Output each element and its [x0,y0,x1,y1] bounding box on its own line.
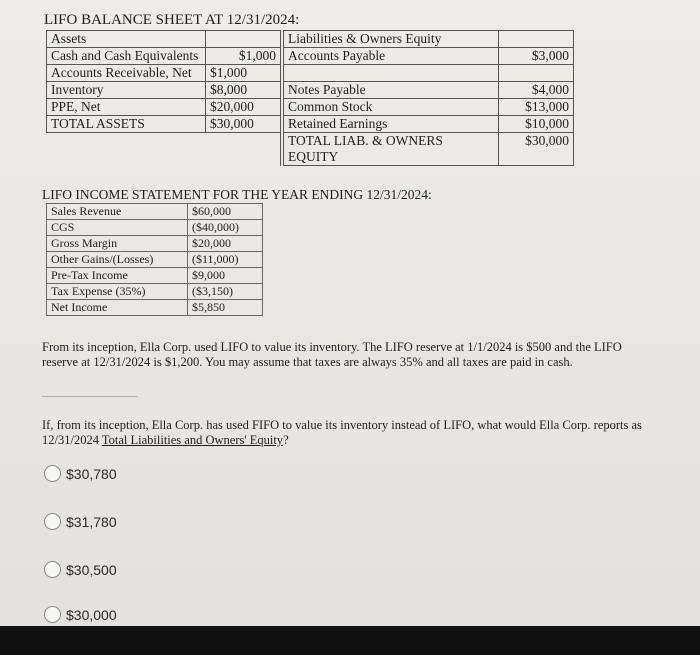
income-value: ($11,000) [188,252,263,268]
answer-option-1[interactable] [44,465,117,482]
table-row [47,284,263,300]
answer-option-4[interactable] [44,606,117,623]
divider [42,396,138,397]
income-value: ($40,000) [188,220,263,236]
asset-label: Assets [47,31,206,48]
answer-option-label: $30,000 [66,606,117,623]
table-row [47,133,574,166]
liability-label: TOTAL LIAB. & OWNERS EQUITY [284,133,499,166]
table-row [47,236,263,252]
question-prefix: If, from its inception, Ella Corp. has used FIFO to value its inventory instead of LIFO, what would Ella Corp. reports as 12/31/2024 [42,418,642,447]
question-text [42,418,642,448]
asset-value: $1,000 [206,65,281,82]
income-value: $5,850 [188,300,263,316]
liability-label: Accounts Payable [284,48,499,65]
income-label: Other Gains/(Losses) [47,252,188,268]
answer-option-2[interactable] [44,513,117,530]
liability-label: Retained Earnings [284,116,499,133]
table-row [47,82,574,99]
income-value: ($3,150) [188,284,263,300]
asset-label: Cash and Cash Equivalents [47,48,206,65]
income-label: Sales Revenue [47,204,188,220]
liability-value: $4,000 [499,82,574,99]
income-statement-table [46,203,263,316]
table-row [47,204,263,220]
answer-option-label: $30,500 [66,561,117,578]
answer-option-3[interactable] [44,561,117,578]
asset-label: TOTAL ASSETS [47,116,206,133]
income-label: Pre-Tax Income [47,268,188,284]
liability-value [499,31,574,48]
table-row [47,48,574,65]
table-row [47,99,574,116]
liability-value: $10,000 [499,116,574,133]
asset-value: $8,000 [206,82,281,99]
table-row [47,116,574,133]
table-row [47,252,263,268]
answer-option-label: $30,780 [66,465,117,482]
liability-value: $13,000 [499,99,574,116]
income-label: Net Income [47,300,188,316]
asset-label [47,133,206,166]
table-row [47,65,574,82]
asset-label: Inventory [47,82,206,99]
asset-value [206,133,281,166]
liability-label: Notes Payable [284,82,499,99]
radio-button[interactable] [44,561,61,578]
table-row [47,220,263,236]
balance-sheet-title: LIFO BALANCE SHEET AT 12/31/2024: [44,12,300,28]
problem-paragraph: From its inception, Ella Corp. used LIFO to value its inventory. The LIFO reserve at 1/1/2024 is $500 and the LIFO reserve at 12/31/2024 is $1,200. You may assume that taxes are always 35% and all taxes are paid in cash. [42,340,622,369]
income-label: Gross Margin [47,236,188,252]
bottom-bar [0,626,700,655]
asset-value: $30,000 [206,116,281,133]
radio-button[interactable] [44,513,61,530]
income-value: $9,000 [188,268,263,284]
liability-value [499,65,574,82]
asset-label: PPE, Net [47,99,206,116]
question-suffix: ? [283,433,289,447]
liability-value: $30,000 [499,133,574,166]
question-emphasis: Total Liabilities and Owners' Equity [101,433,284,447]
income-label: Tax Expense (35%) [47,284,188,300]
liability-label [284,65,499,82]
liability-label: Liabilities & Owners Equity [284,31,499,48]
income-label: CGS [47,220,188,236]
liability-value: $3,000 [499,48,574,65]
income-value: $60,000 [188,204,263,220]
answer-option-label: $31,780 [66,513,117,530]
asset-label: Accounts Receivable, Net [47,65,206,82]
table-row [47,268,263,284]
income-statement-title: LIFO INCOME STATEMENT FOR THE YEAR ENDING 12/31/2024: [42,187,432,202]
radio-button[interactable] [44,465,61,482]
asset-value: $20,000 [206,99,281,116]
radio-button[interactable] [44,606,61,623]
asset-value [206,31,281,48]
income-value: $20,000 [188,236,263,252]
table-row [47,300,263,316]
balance-sheet-table [46,30,574,166]
liability-label: Common Stock [284,99,499,116]
table-row [47,31,574,48]
asset-value: $1,000 [206,48,281,65]
